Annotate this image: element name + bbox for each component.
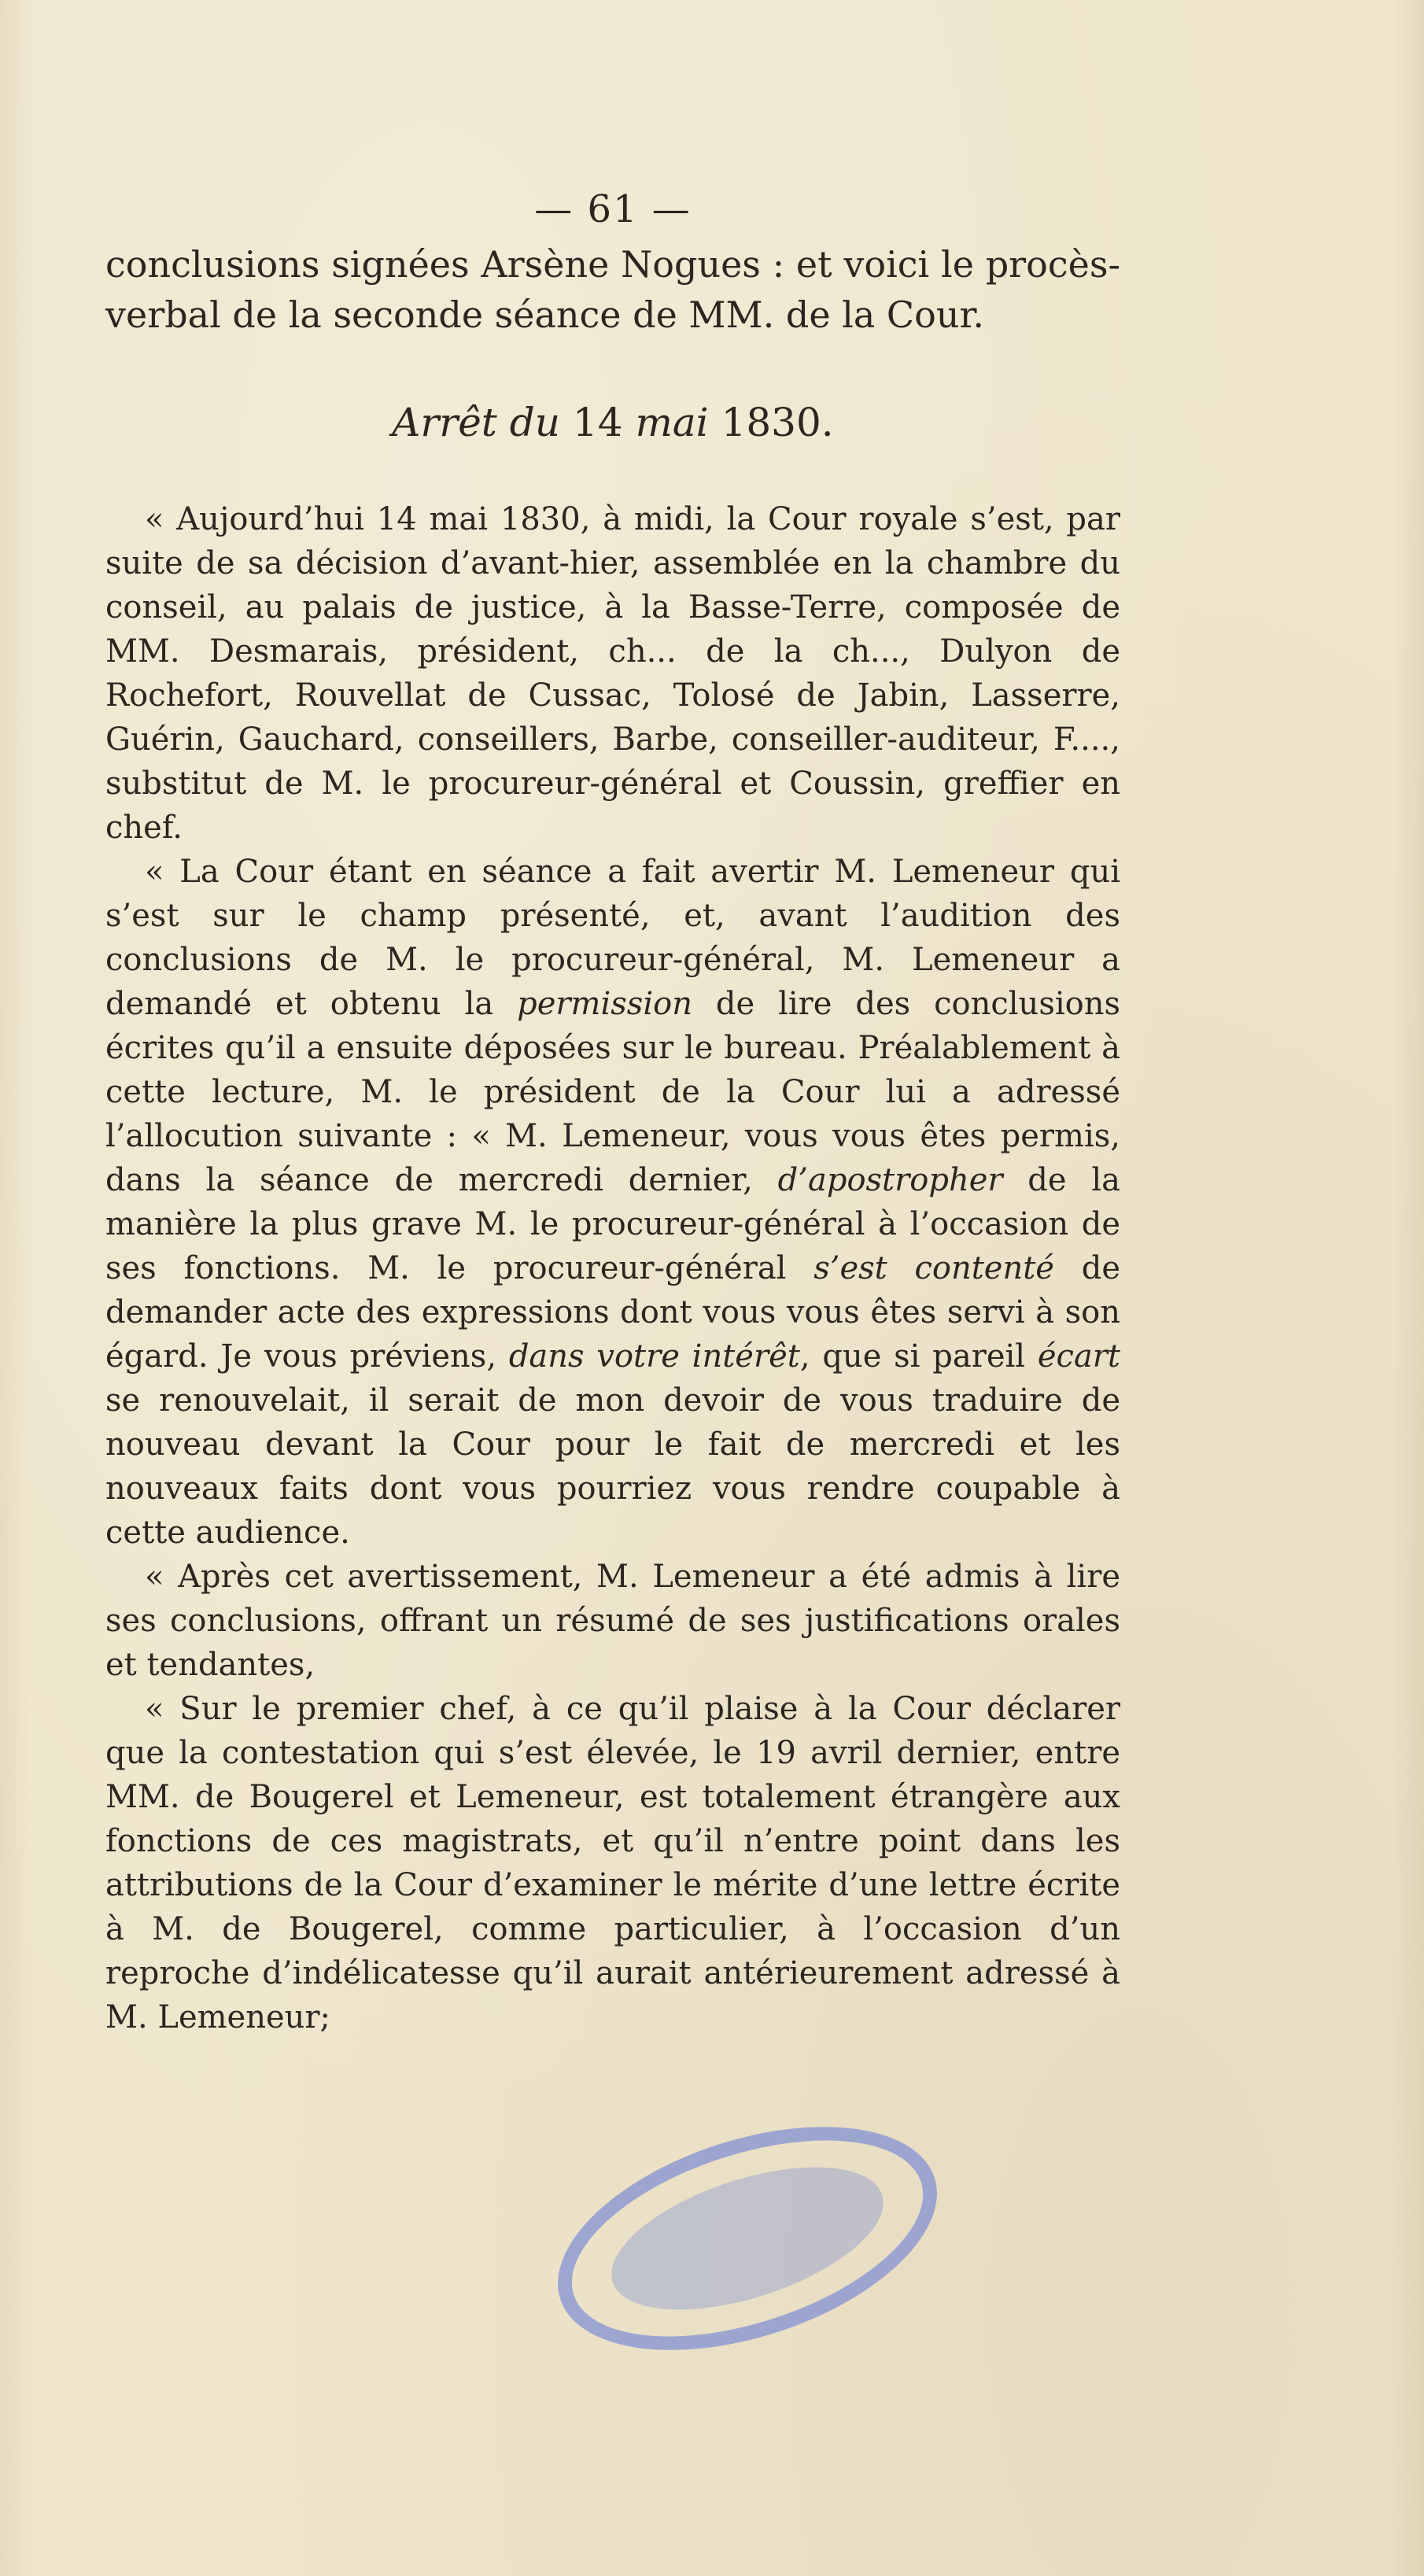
paragraph-president-allocution bbox=[105, 850, 1120, 1555]
allocution-italic-apostropher: d’apostropher bbox=[777, 1162, 1003, 1198]
heading-part-4: 1830. bbox=[721, 400, 834, 445]
paragraph-conclusions-reading: « Après cet avertissement, M. Lemeneur a été admis à lire ses conclusions, offrant un résumé de ses justifications orales et tendantes, bbox=[105, 1559, 1120, 1683]
library-stamp-icon bbox=[530, 2084, 965, 2393]
allocution-text-i: , que si pareil bbox=[799, 1338, 1038, 1375]
allocution-italic-interet: dans votre intérêt bbox=[508, 1338, 800, 1375]
heading-part-1: Arrêt du bbox=[392, 400, 560, 445]
allocution-text-g: de demander acte des expressions dont vous vous êtes servi à son égard. Je vous préviens, bbox=[105, 1250, 1121, 1375]
allocution-italic-permission: permission bbox=[517, 986, 692, 1022]
allocution-italic-contente: s’est contenté bbox=[813, 1250, 1054, 1286]
heading-part-2: 14 bbox=[572, 400, 623, 445]
section-heading bbox=[105, 395, 1120, 450]
paragraph-session-opening: « Aujourd’hui 14 mai 1830, à midi, la Cour royale s’est, par suite de sa décision d’avant-hier, assemblée en la chambre du conseil, au palais de justice, à la Basse-Terre, composée de MM. Desmarais, président, ch... de la ch..., Dulyon de Rochefort, Rouvellat de Cussac, Tolosé de Jabin, Lasserre, Guérin, Gauchard, conseillers, Barbe, conseiller-auditeur, F...., substitut de M. le procureur-général et Coussin, greffier en chef. bbox=[105, 501, 1120, 846]
allocution-text-k: se renouvelait, il serait de mon devoir de vous traduire de nouveau devant la Cour pour le fait de mercredi et les nouveaux faits dont vous pourriez vous rendre coupable à cette audience. bbox=[105, 1382, 1120, 1551]
heading-part-3: mai bbox=[635, 400, 709, 445]
paragraph-first-chef: « Sur le premier chef, à ce qu’il plaise à la Cour déclarer que la contestation qui s’est élevée, le 19 avril dernier, entre MM. de Bougerel et Lemeneur, est totalement étrangère aux fonctions de ces magistrats, et qu’il n’entre point dans les attributions de la Cour d’examiner le mérite d’une lettre écrite à M. de Bougerel, comme particulier, à l’occasion d’un reproche d’indélicatesse qu’il aurait antérieurement adressé à M. Lemeneur; bbox=[105, 1691, 1120, 2035]
allocution-text-a: « La Cour étant en séance a fait avertir M. Lemeneur qui s’est sur le champ présenté, et, avant l’audition des conclusions de M. le procureur-général, M. Lemeneur a demandé et obtenu la bbox=[105, 854, 1120, 1022]
text-block bbox=[105, 186, 1120, 2039]
allocution-text-c: de lire des conclusions écrites qu’il a ensuite déposées sur le bureau. Préalablement à cette lecture, M. le président de la Cour lui a adressé l’allocution suivante : « M. Lemeneur, vous vous êtes permis, dans la séance de mercredi dernier, bbox=[105, 986, 1121, 1198]
allocution-italic-ecart: écart bbox=[1037, 1338, 1120, 1375]
paragraph-continuation: conclusions signées Arsène Nogues : et voici le procès-verbal de la seconde séance de MM. de la Cour. bbox=[105, 243, 1120, 336]
allocution-text-e: de la manière la plus grave M. le procureur-général à l’occasion de ses fonctions. M. le procureur-général bbox=[105, 1162, 1120, 1286]
page-number: — 61 — bbox=[534, 187, 692, 231]
